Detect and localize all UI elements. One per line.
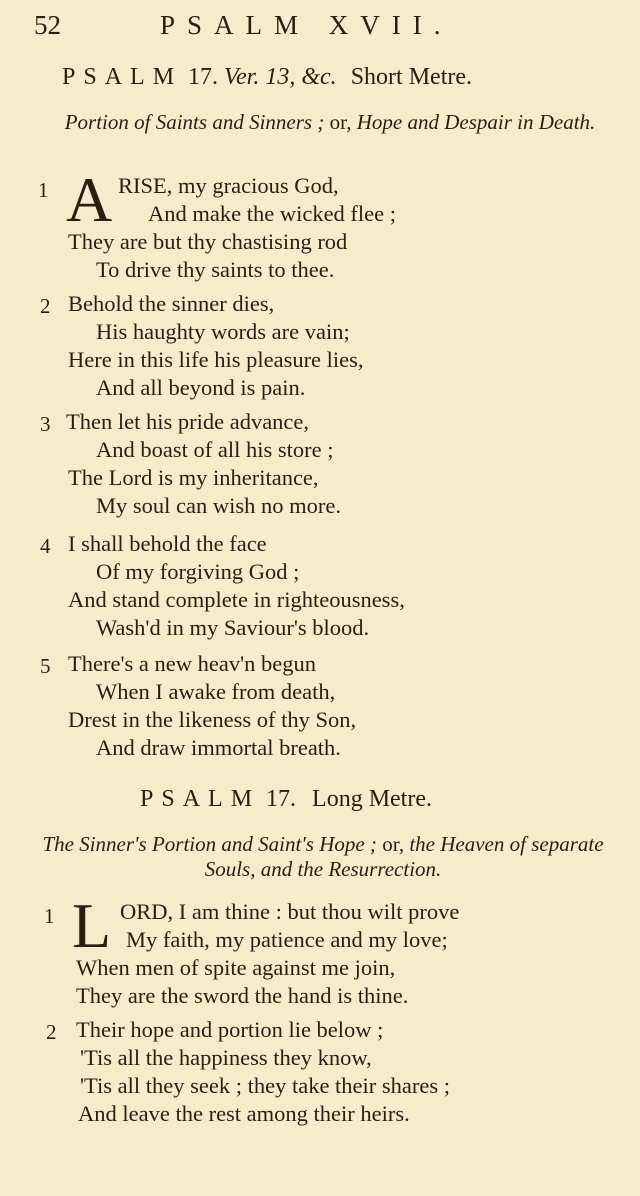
verse-line: When I awake from death, [96, 679, 336, 704]
psalm-a-metre: Short Metre. [350, 64, 472, 90]
verse-line: His haughty words are vain; [96, 319, 350, 344]
verse-line: 'Tis all the happiness they know, [80, 1045, 372, 1070]
verse-line: Wash'd in my Saviour's blood. [96, 615, 370, 640]
verse-line: They are but thy chastising rod [68, 229, 348, 254]
verse-line: My soul can wish no more. [96, 493, 341, 518]
psalm-a-subtitle-or: or, [329, 110, 352, 134]
verse-line: The Lord is my inheritance, [68, 465, 319, 490]
verse-line: And stand complete in righteousness, [68, 587, 405, 612]
running-title: PSALM XVII. [160, 10, 453, 40]
psalm-b-subtitle-a: The Sinner's Portion and Saint's Hope ; [42, 832, 377, 856]
verse-line: And boast of all his store ; [96, 437, 334, 462]
verse-line: To drive thy saints to thee. [96, 257, 335, 282]
running-head [0, 8, 640, 44]
verse-line: Behold the sinner dies, [68, 291, 275, 316]
psalm-b-heading [0, 786, 640, 813]
verse-line: ORD, I am thine : but thou wilt prove [120, 899, 460, 924]
drop-cap: A [66, 164, 113, 235]
verse-number: 1 [38, 178, 49, 202]
verse-number: 1 [44, 904, 55, 928]
verse-line: There's a new heav'n begun [68, 651, 317, 676]
drop-cap: L [72, 890, 112, 961]
psalm-a-heading [0, 64, 640, 91]
psalm-b-subtitle-b: the Heaven of separate Souls, and the Resurrection. [204, 832, 604, 881]
verse-line: And leave the rest among their heirs. [78, 1101, 410, 1126]
verse-number: 2 [46, 1020, 57, 1044]
verse-line: And make the wicked flee ; [148, 201, 397, 226]
verse-number: 2 [40, 294, 51, 318]
verse-line: They are the sword the hand is thine. [76, 983, 409, 1008]
psalm-a-subtitle [30, 110, 630, 135]
verse-line: Then let his pride advance, [66, 409, 310, 434]
verse-line: I shall behold the face [68, 531, 267, 556]
verse-line: 'Tis all they seek ; they take their shares ; [80, 1073, 451, 1098]
verse-line: Drest in the likeness of thy Son, [68, 707, 357, 732]
psalm-b-subtitle [16, 832, 630, 882]
psalm-a-number: 17. [188, 64, 219, 90]
psalm-b-metre: Long Metre. [312, 786, 432, 812]
verse-line: RISE, my gracious God, [118, 173, 339, 198]
verse-line: My faith, my patience and my love; [126, 927, 448, 952]
page-number: 52 [34, 10, 61, 40]
verse-line: And all beyond is pain. [96, 375, 306, 400]
verse-number: 4 [40, 534, 51, 558]
psalm-b-subtitle-or: or, [382, 832, 405, 856]
verse-line: Their hope and portion lie below ; [76, 1017, 384, 1042]
psalm-b-label: PSALM [140, 786, 261, 812]
psalm-a-subtitle-b: Hope and Despair in Death. [356, 110, 596, 134]
verse-line: Of my forgiving God ; [96, 559, 300, 584]
psalm-b-number: 17. [266, 786, 297, 812]
psalm-a-verse-ref: Ver. 13, &c. [224, 64, 337, 90]
verse-line: When men of spite against me join, [76, 955, 396, 980]
verse-number: 5 [40, 654, 51, 678]
verse-line: Here in this life his pleasure lies, [68, 347, 364, 372]
psalm-a-subtitle-a: Portion of Saints and Sinners ; [64, 110, 325, 134]
verse-line: And draw immortal breath. [96, 735, 341, 760]
psalm-a-label: PSALM [62, 64, 183, 90]
verse-number: 3 [40, 412, 51, 436]
